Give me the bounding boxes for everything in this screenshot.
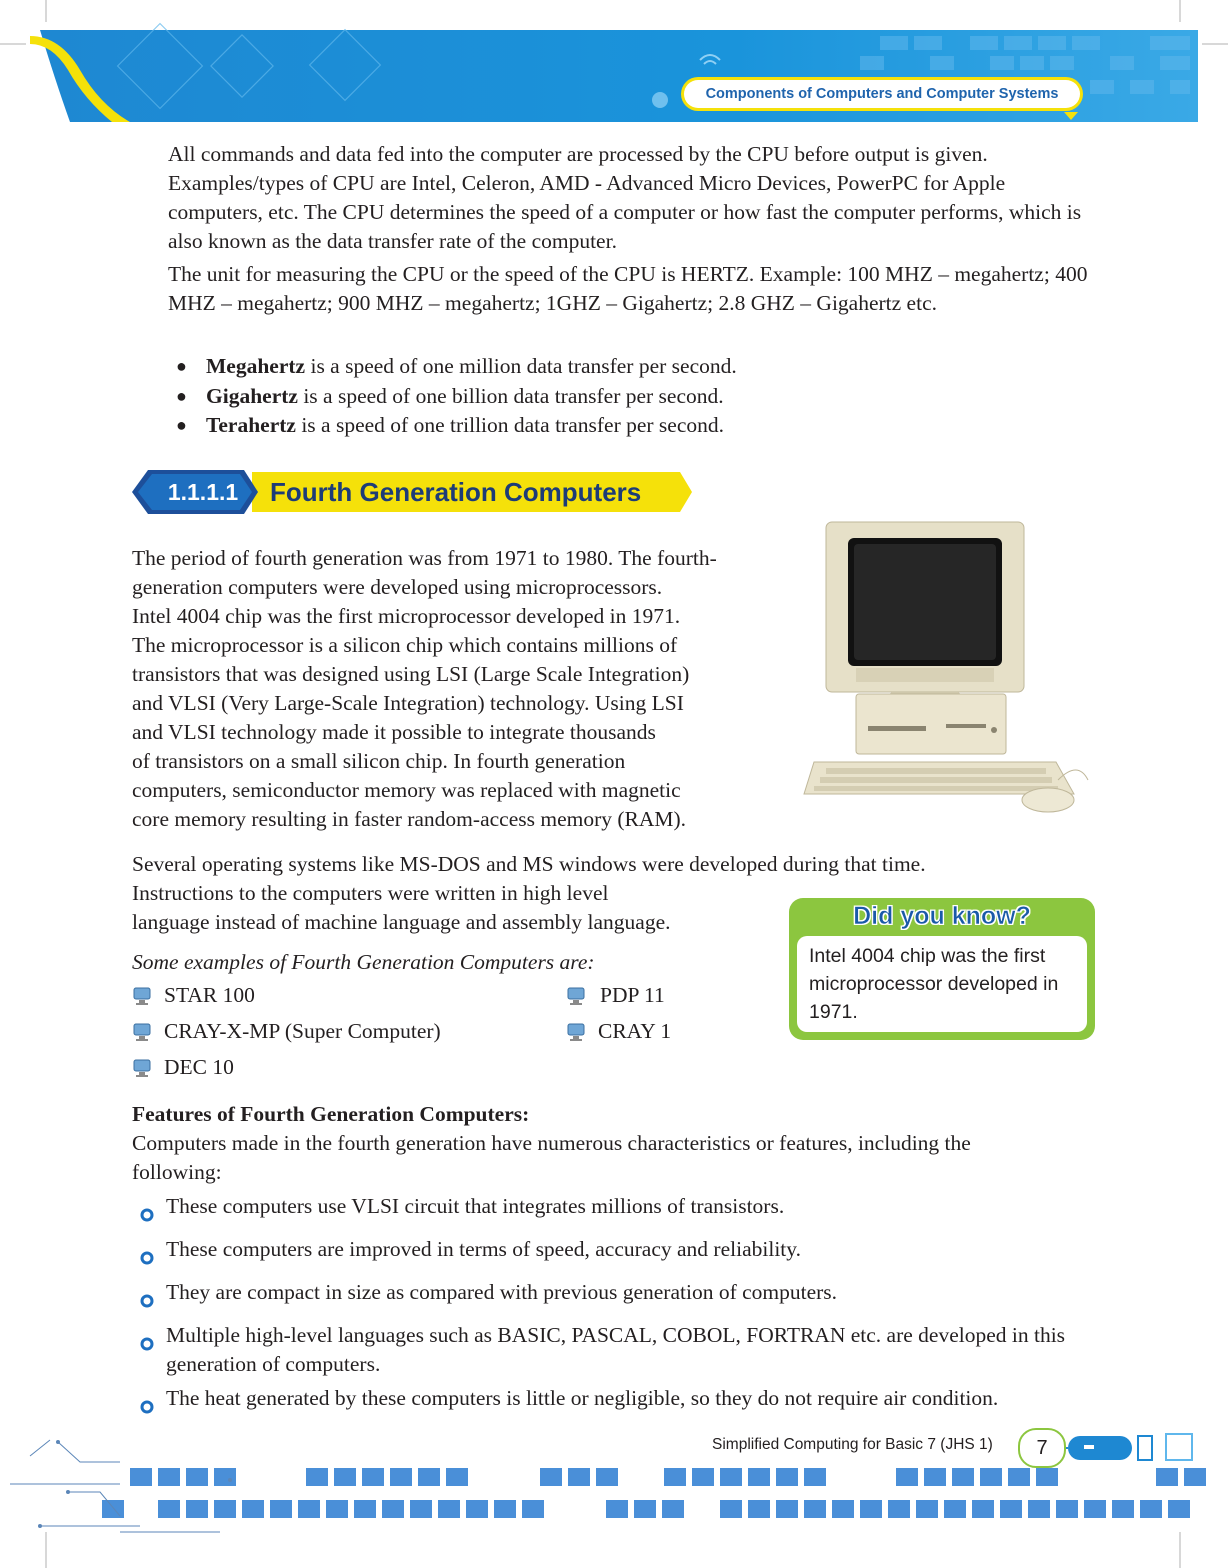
hertz-bullet-list [176,352,737,441]
ring-bullet-icon [140,1278,166,1316]
examples-intro: Some examples of Fourth Generation Computers are: [132,950,595,974]
features-list [140,1192,1100,1427]
list-item: Multiple high-level languages such as BASIC, PASCAL, COBOL, FORTRAN etc. are developed in this generation of computers. [140,1321,1100,1379]
intro-paragraph-1: All commands and data fed into the computer are processed by the CPU before output is given. Examples/types of CPU are Intel, Celeron, AMD - Advanced Micro Devices, PowerPC for Apple computers, etc. The CPU determines the speed of a computer or how fast the computer performs, which is also known as the data transfer rate of the computer. [168,142,1082,253]
bullet-dot-icon: ● [176,415,187,435]
computer-icon [566,1022,586,1042]
page-header [0,0,1228,140]
features-intro: Computers made in the fourth generation have numerous characteristics or features, including the following: [132,1131,971,1184]
header-banner [0,0,1228,140]
did-you-know-box [789,898,1095,1040]
list-item: ● Gigahertz is a speed of one billion data transfer per second. [176,382,737,412]
list-item: These computers use VLSI circuit that integrates millions of transistors. [140,1192,1100,1230]
body-paragraph-2: Several operating systems like MS-DOS and MS windows were developed during that time. Instructions to the computers were written in high level language instead of machine language and assembly language. [132,852,926,934]
list-item: They are compact in size as compared with previous generation of computers. [140,1278,1100,1316]
features-heading: Features of Fourth Generation Computers: [132,1102,530,1126]
running-title: Components of Computers and Computer Systems [684,80,1080,108]
example-item: CRAY-X-MP (Super Computer) [132,1019,441,1044]
bullet-dot-icon: ● [176,356,187,376]
computer-icon [132,1022,152,1042]
list-item: ● Terahertz is a speed of one trillion data transfer per second. [176,411,737,441]
list-item: The heat generated by these computers is little or negligible, so they do not require air condition. [140,1384,1100,1422]
did-you-know-title: Did you know? [853,902,1031,930]
section-title: Fourth Generation Computers [270,477,642,507]
example-item: CRAY 1 [566,1019,671,1044]
section-number: 1.1.1.1 [167,479,239,505]
example-item: STAR 100 [132,983,255,1008]
example-item: DEC 10 [132,1055,234,1080]
computer-icon [566,986,586,1006]
body-paragraph-1: The period of fourth generation was from 1971 to 1980. The fourth- generation computers were developed using microprocessors. Intel 4004 chip was the first microprocessor developed in 1971. The microprocessor is a silicon chip which contains millions of transistors that was designed using LSI (Large Scale Integration) and VLSI (Very Large-Scale Integration) technology. Using LSI and VLSI technology made it possible to integrate thousands of transistors on a small silicon chip. In fourth generation computers, semiconductor memory was replaced with magnetic core memory resulting in faster random-access memory (RAM). [132,546,717,831]
list-item: These computers are improved in terms of speed, accuracy and reliability. [140,1235,1100,1273]
ring-bullet-icon [140,1192,166,1230]
computer-icon [132,986,152,1006]
list-item: ● Megahertz is a speed of one million data transfer per second. [176,352,737,382]
ring-bullet-icon [140,1321,166,1359]
ring-bullet-icon [140,1235,166,1273]
intro-paragraph-2: The unit for measuring the CPU or the speed of the CPU is HERTZ. Example: 100 MHZ – megahertz; 400 MHZ – megahertz; 900 MHZ – megahertz; 1GHZ – Gigahertz; 2.8 GHZ – Gigahertz etc. [168,262,1088,315]
bullet-dot-icon: ● [176,385,187,406]
did-you-know-text: Intel 4004 chip was the first microprocessor developed in 1971. [809,945,1059,1023]
ring-bullet-icon [140,1384,166,1422]
example-item: PDP 11 [566,983,665,1008]
computer-icon [132,1058,152,1078]
section-heading [132,468,692,516]
page-number: 7 [1018,1428,1066,1468]
footer-book-title: Simplified Computing for Basic 7 (JHS 1) [712,1436,993,1453]
computer-illustration [796,518,1096,818]
did-you-know-body [797,936,1087,1032]
